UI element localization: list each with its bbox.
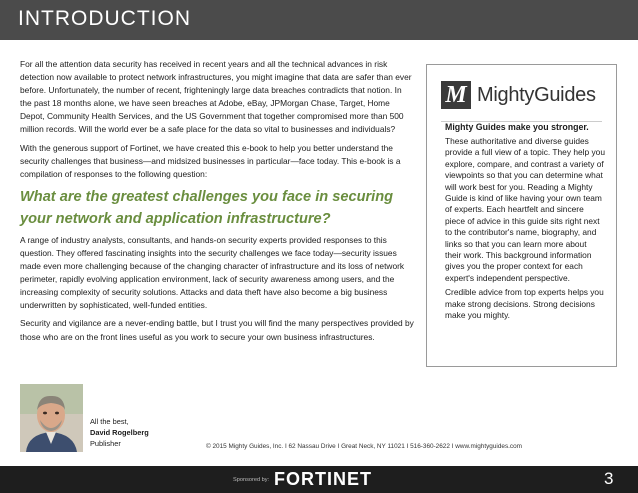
page-header [0, 0, 638, 40]
publisher-photo [20, 384, 83, 452]
footer-contact: © 2015 Mighty Guides, Inc. I 62 Nassau Drive I Great Neck, NY 11021 I 516-360-2622 I www.mightyguides.com [206, 443, 522, 450]
signoff-closing: All the best, [90, 417, 129, 426]
sidebar-body [445, 121, 605, 325]
page-number: 3 [604, 469, 614, 488]
intro-paragraph-1: For all the attention data security has received in recent years and all the technical advances in risk detection now available to protect network infrastructures, you might imagine that data are safer than ever before. Unfortunately, the number of recent, frighteningly large data breaches contradicts that notion. In the past 18 months alone, we have seen breaches at Adobe, eBay, JPMorgan Chase, Target, Home Depot, Community Health Services, and the US Government that together compromised more than 500 million records. Will the world ever be a safe place for the data so vital to businesses and individuals? [20, 59, 412, 135]
page-title: INTRODUCTION [18, 7, 191, 30]
signoff-name: David Rogelberg [90, 428, 149, 437]
intro-paragraph-3: A range of industry analysts, consultants, and hands-on security experts provided responses to this question. They offered fascinating insights into the security challenges we face today—security issues made even more challenging because of the changing character of infrastructure and its loss of network perimeter, rapidly evolving application environment, lack of security awareness among users, and the increasing complexity of security solutions. Attacks and data theft have also become a big business underwritten by sophisticated, well-funded entities. [20, 234, 405, 311]
logo-text: MightyGuides [477, 83, 596, 106]
mighty-guides-sidebar [426, 64, 617, 367]
key-question: What are the greatest challenges you face in securing your network and application infrastructure? [20, 188, 394, 227]
signoff-title: Publisher [90, 439, 121, 448]
publisher-portrait-icon [20, 384, 83, 452]
sidebar-heading: Mighty Guides make you stronger. [445, 122, 589, 132]
sidebar-paragraph-1: These authoritative and diverse guides provide a full view of a topic. They help you explore, compare, and contrast a variety of viewpoints so that you can determine what will work best for you. Reading a Mighty Guide is kind of like having your own team of experts. Each heartfelt and sincere piece of advice in this guide sits right next to the contributor's name, biography, and links so that you can learn more about their work. This background information gives you the proper context for each expert's independent perspective. [445, 136, 605, 283]
sponsored-label: Sponsored by: [233, 477, 270, 483]
sponsor-bar [0, 466, 638, 493]
sidebar-paragraph-2: Credible advice from top experts helps you make strong decisions. Strong decisions make you mighty. [445, 287, 604, 321]
intro-paragraph-2: With the generous support of Fortinet, we have created this e-book to help you better understand the security challenges that business—and midsized businesses in particular—face today. This e-book is a compilation of responses to the following question: [20, 142, 401, 179]
logo-mark-icon: M [441, 81, 471, 109]
intro-paragraph-4: Security and vigilance are a never-ending battle, but I trust you will find the many perspectives provided by those who are on the front lines useful as you work to secure your own business infrastructures. [20, 318, 414, 342]
fortinet-logo: FORTINET [274, 469, 372, 489]
mighty-guides-logo [441, 81, 596, 109]
main-content [20, 58, 415, 349]
publisher-signoff [90, 416, 149, 449]
